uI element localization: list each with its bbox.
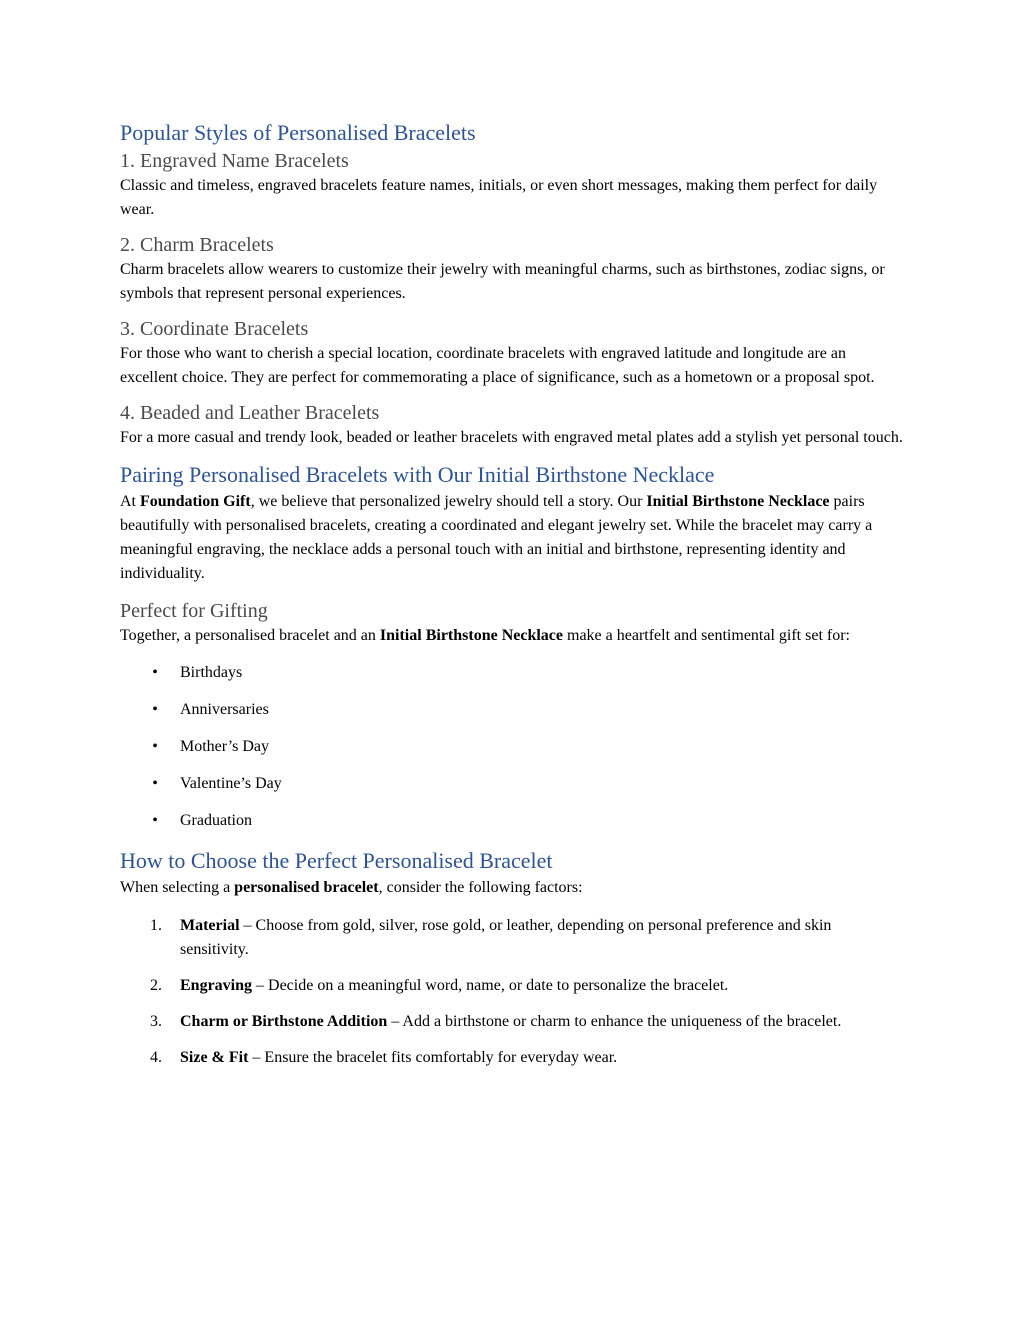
gifting-product-name: Initial Birthstone Necklace — [379, 627, 563, 644]
bullet-icon: • — [152, 812, 158, 829]
factor-text: – Decide on a meaningful word, name, or date to personalize the bracelet. — [252, 977, 729, 994]
factor-label: Charm or Birthstone Addition — [180, 1013, 388, 1030]
section-heading-choose: How to Choose the Perfect Personalised Bracelet — [120, 848, 553, 873]
gifting-text-a: Together, a personalised bracelet and an — [120, 627, 380, 644]
list-item — [120, 772, 904, 796]
pairing-text-c: pairs beautifully with personalised bracelets, creating a coordinated and elegant jewelry set. While the bracelet may carry a meaningful engraving, the necklace adds a personal touch with an initial and birthstone, representing identity and individuality. — [120, 493, 873, 582]
occasion-label: Valentine’s Day — [180, 775, 282, 792]
occasion-label: Anniversaries — [180, 701, 269, 718]
bullet-icon: • — [152, 738, 158, 755]
list-number: 3. — [150, 1013, 162, 1030]
factor-label: Size & Fit — [180, 1049, 249, 1066]
style-heading-charm: 2. Charm Bracelets — [120, 234, 274, 256]
occasion-label: Birthdays — [180, 664, 243, 681]
list-item — [120, 1046, 904, 1070]
choose-intro-a: When selecting a — [120, 879, 235, 896]
bullet-icon: • — [152, 775, 158, 792]
factor-label: Engraving — [180, 977, 253, 994]
list-number: 4. — [150, 1049, 162, 1066]
bullet-icon: • — [152, 664, 158, 681]
list-item — [120, 735, 904, 759]
pairing-text-a: At — [120, 493, 140, 510]
style-heading-coordinate: 3. Coordinate Bracelets — [120, 318, 309, 340]
list-item — [120, 914, 904, 962]
factor-text: – Add a birthstone or charm to enhance the uniqueness of the bracelet. — [387, 1013, 842, 1030]
style-text-engraved: Classic and timeless, engraved bracelets feature names, initials, or even short messages, making them perfect for daily wear. — [120, 177, 878, 218]
list-item — [120, 1010, 904, 1034]
pairing-paragraph — [120, 490, 904, 586]
occasion-label: Mother’s Day — [180, 738, 270, 755]
list-item — [120, 809, 904, 833]
list-item — [120, 974, 904, 998]
list-number: 2. — [150, 977, 162, 994]
style-text-coordinate: For those who want to cherish a special location, coordinate bracelets with engraved latitude and longitude are an excellent choice. They are perfect for commemorating a place of significance, such as a hometown or a proposal spot. — [120, 345, 875, 386]
gifting-text-b: make a heartfelt and sentimental gift set for: — [563, 627, 850, 644]
occasion-list — [120, 661, 904, 833]
style-heading-engraved: 1. Engraved Name Bracelets — [120, 150, 349, 172]
occasion-label: Graduation — [180, 812, 252, 829]
list-number: 1. — [150, 917, 162, 934]
choose-intro-b: , consider the following factors: — [378, 879, 583, 896]
list-item — [120, 698, 904, 722]
style-text-charm: Charm bracelets allow wearers to customize their jewelry with meaningful charms, such as birthstones, zodiac signs, or symbols that represent personal experiences. — [120, 261, 885, 302]
factor-text: – Ensure the bracelet fits comfortably for everyday wear. — [248, 1049, 618, 1066]
product-name: Initial Birthstone Necklace — [646, 493, 830, 510]
list-item — [120, 661, 904, 685]
choose-intro — [120, 876, 904, 900]
brand-name: Foundation Gift — [140, 493, 251, 510]
style-heading-beaded-leather: 4. Beaded and Leather Bracelets — [120, 402, 380, 424]
choose-intro-bold: personalised bracelet — [234, 879, 379, 896]
factor-label: Material — [180, 917, 240, 934]
pairing-text-b: , we believe that personalized jewelry should tell a story. Our — [250, 493, 647, 510]
section-heading-gifting: Perfect for Gifting — [120, 600, 268, 622]
factor-list — [120, 914, 904, 1070]
bullet-icon: • — [152, 701, 158, 718]
gifting-paragraph — [120, 624, 904, 648]
factor-text: – Choose from gold, silver, rose gold, or leather, depending on personal preference and skin sensitivity. — [180, 917, 832, 958]
style-text-beaded-leather: For a more casual and trendy look, beaded or leather bracelets with engraved metal plates add a stylish yet personal touch. — [120, 429, 903, 446]
section-heading-popular-styles: Popular Styles of Personalised Bracelets — [120, 120, 476, 145]
section-heading-pairing: Pairing Personalised Bracelets with Our Initial Birthstone Necklace — [120, 462, 715, 487]
